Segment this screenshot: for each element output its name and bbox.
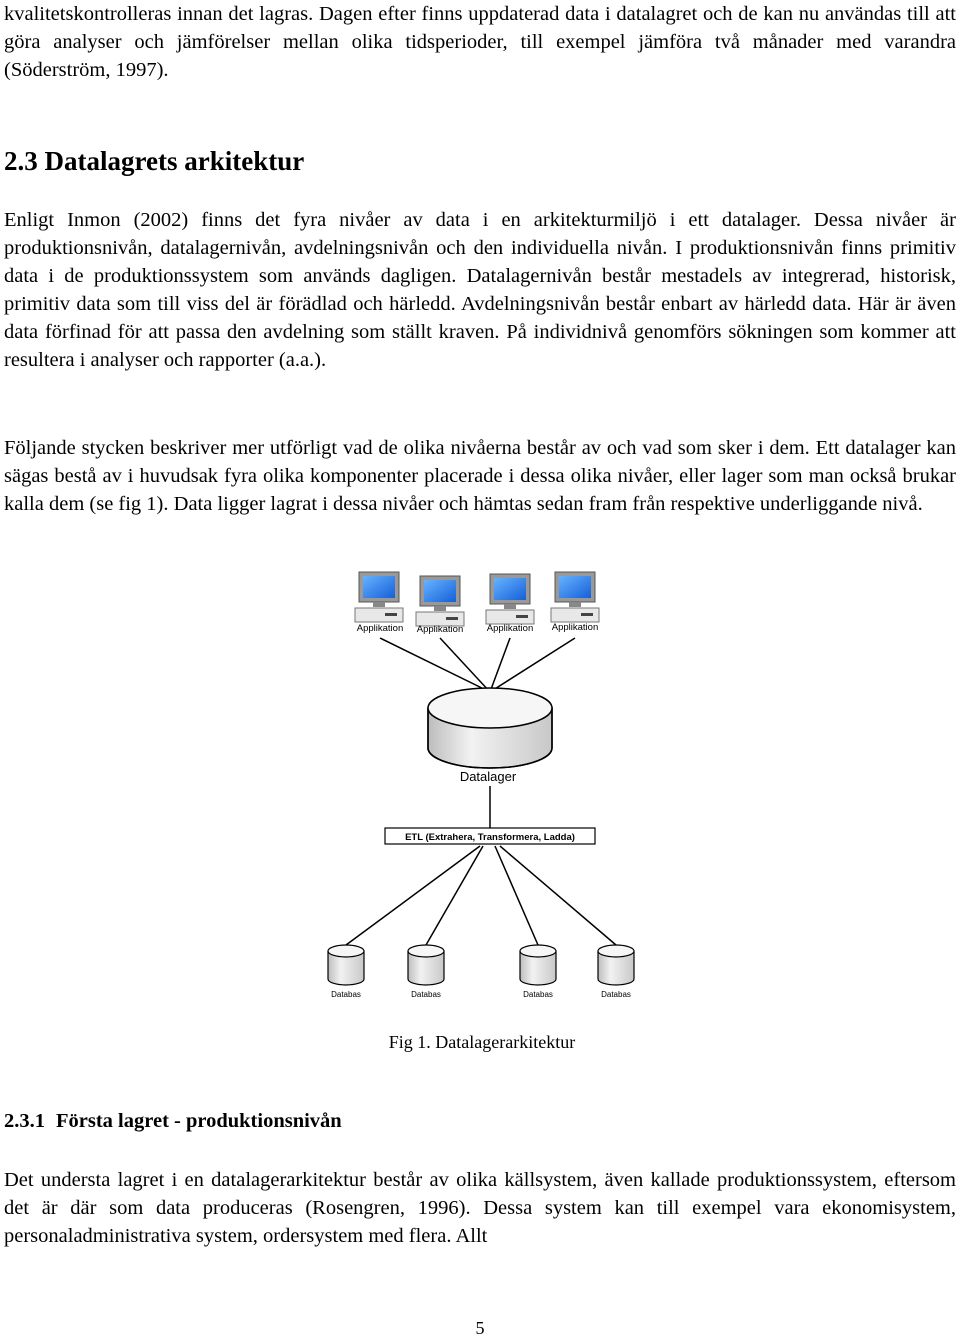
app-connectors [380,638,575,692]
db-label-3: Databas [523,990,553,999]
database-cylinder-icon-3 [520,945,556,985]
datawarehouse-cylinder-icon [428,688,552,768]
subsection-number: 2.3.1 [4,1110,45,1132]
database-cylinder-icon-1 [328,945,364,985]
figure-caption: Fig 1. Datalagerarkitektur [388,1032,576,1052]
computer-icon-1 [355,572,403,622]
etl-label: ETL (Extrahera, Transformera, Ladda) [405,832,575,843]
app-label-4: Applikation [551,622,599,633]
db-connectors [346,846,616,945]
db-label-1: Databas [331,990,361,999]
paragraph-levels: Enligt Inmon (2002) finns det fyra nivåer av data i en arkitekturmiljö i ett datalager. Dessa nivåer är produktionsnivån, datalagernivån, avdelningsnivån och den individuella nivån. I produktionsnivån finns primitiv data i de produktionssystem som används dagligen. Datalagernivån består mestadels av integrerad, historisk, primitiv data som till viss del är förädlad och härledd. Avdelningsnivån består enbart av härledd data. Här är även data förfinad för att passa den avdelning som ställt kraven. På individnivå genomförs sökningen som kommer att resultera i analyser och rapporter (a.a.). [4,209,956,371]
subsection-heading [4,1110,342,1133]
architecture-figure [300,560,680,1020]
app-label-2: Applikation [416,624,464,635]
database-cylinder-icon-4 [598,945,634,985]
section-heading: 2.3 Datalagrets arkitektur [4,146,305,176]
db-label-2: Databas [411,990,441,999]
app-label-3: Applikation [486,623,534,634]
computer-icon-3 [486,574,534,624]
database-cylinder-icon-2 [408,945,444,985]
subsection-title: Första lagret - produktionsnivån [56,1110,342,1132]
datawarehouse-label: Datalager [459,769,517,784]
paragraph-components: Följande stycken beskriver mer utförligt vad de olika nivåerna består av och vad som sker i dem. Ett datalager kan sägas bestå av i huvudsak fyra olika komponenter placerade i dessa olika nivåer, eller lager som man också brukar kalla dem (se fig 1). Data ligger lagrat i dessa nivåer och hämtas sedan fram från respektive underliggande nivå. [4,437,956,515]
app-label-1: Applikation [356,623,404,634]
page-number: 5 [475,1318,485,1338]
computer-icon-4 [551,572,599,622]
paragraph-production-level: Det understa lagret i en datalagerarkitektur består av olika källsystem, även kallade produktionssystem, eftersom det är där som data produceras (Rosengren, 1996). Dessa system kan till exempel vara ekonomisystem, personaladministrativa system, ordersystem med flera. Allt [4,1169,956,1247]
computer-icon-2 [416,576,464,626]
db-label-4: Databas [601,990,631,999]
intro-paragraph: kvalitetskontrolleras innan det lagras. Dagen efter finns uppdaterad data i datalagret och de kan nu användas till att göra analyser och jämförelser mellan olika tidsperioder, till exempel jämföra två månader med varandra (Söderström, 1997). [4,3,956,81]
